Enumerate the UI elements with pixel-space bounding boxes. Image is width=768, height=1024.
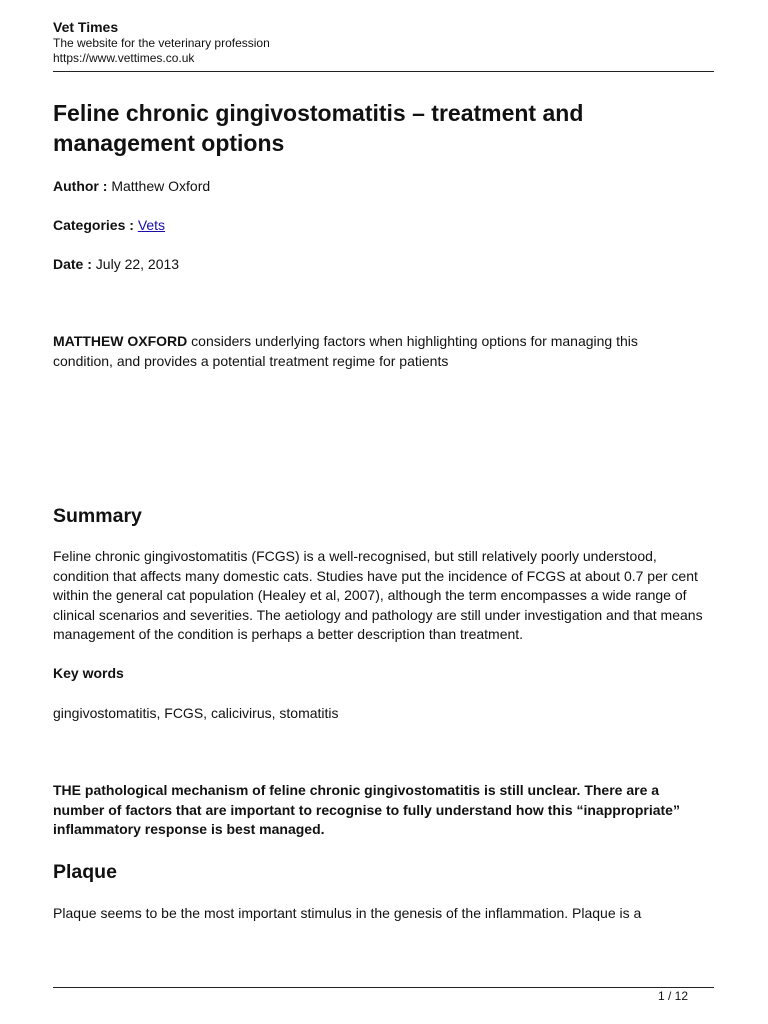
author-line xyxy=(53,177,210,195)
plaque-heading: Plaque xyxy=(53,861,117,883)
page-indicator: 1 / 12 xyxy=(657,989,688,1003)
date-value: July 22, 2013 xyxy=(95,256,180,272)
site-url: https://www.vettimes.co.uk xyxy=(53,51,195,65)
intro-paragraph xyxy=(53,332,693,371)
date-label: Date : xyxy=(53,256,92,272)
footer-divider xyxy=(53,987,714,988)
date-line xyxy=(53,255,179,273)
author-label: Author : xyxy=(53,178,108,194)
site-header xyxy=(53,18,714,66)
author-name: Matthew Oxford xyxy=(111,178,211,194)
categories-label: Categories : xyxy=(53,217,134,233)
summary-heading: Summary xyxy=(53,505,142,527)
categories-line xyxy=(53,216,165,234)
summary-paragraph: Feline chronic gingivostomatitis (FCGS) is a well-recognised, but still relatively poorly understood, condition that affects many domestic cats. Studies have put the incidence of FCGS at about 0.7 per cent within the general cat population (Healey et al, 2007), although the term encompasses a wide range of clinical scenarios and severities. The aetiology and pathology are still under investigation and that means management of the condition is perhaps a better description than treatment. xyxy=(53,548,703,642)
lead-paragraph: THE pathological mechanism of feline chronic gingivostomatitis is still unclear. There are a number of factors that are important to recognise to fully understand how this “inappropriate” inflammatory response is best managed. xyxy=(53,782,680,837)
category-link-vets[interactable]: Vets xyxy=(137,217,166,233)
keywords-list: gingivostomatitis, FCGS, calicivirus, stomatitis xyxy=(53,705,339,721)
header-divider xyxy=(53,71,714,72)
site-tagline: The website for the veterinary profession xyxy=(53,36,270,50)
intro-author-name: MATTHEW OXFORD xyxy=(53,333,188,349)
keywords-heading: Key words xyxy=(53,665,124,681)
intro-text: considers underlying factors when highlighting options for managing this condition, and provides a potential treatment regime for patients xyxy=(53,333,638,369)
article-title: Feline chronic gingivostomatitis – treatment and management options xyxy=(53,100,584,156)
plaque-paragraph: Plaque seems to be the most important stimulus in the genesis of the inflammation. Plaque is a xyxy=(53,905,642,921)
site-name: Vet Times xyxy=(53,19,119,35)
